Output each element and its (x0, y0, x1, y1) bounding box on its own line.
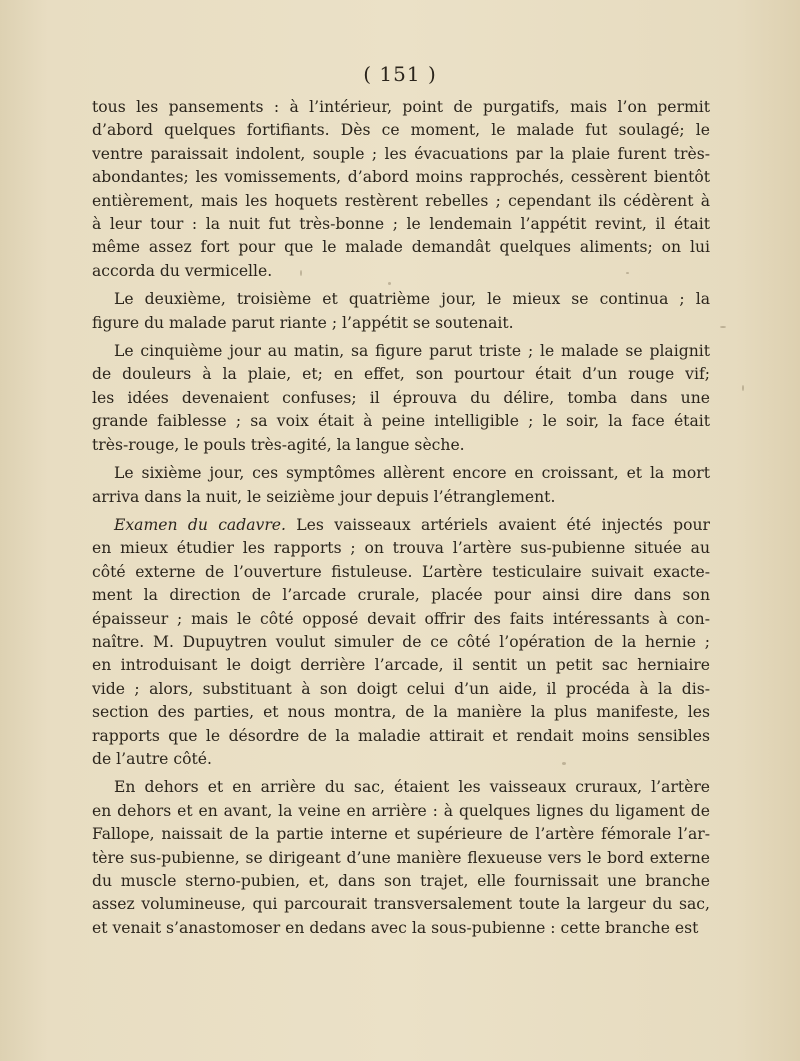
text-line (92, 514, 710, 537)
text-line: naître. M. Dupuytren voulut simuler de ce côté l’opération de la hernie ; (92, 632, 710, 651)
paper-speck (300, 270, 302, 276)
text-line: de douleurs à la plaie, et; en effet, son pourtour était d’un rouge vif; (92, 365, 710, 384)
text-line: section des parties, et nous montra, de la manière la plus manifeste, les (92, 703, 710, 722)
text-line: en introduisant le doigt derrière l’arcade, il sentit un petit sac herniaire (92, 656, 710, 675)
body-text (92, 96, 710, 945)
text-line: En dehors et en arrière du sac, étaient les vaisseaux cruraux, l’artère (114, 778, 710, 797)
text-line: tous les pansements : à l’intérieur, point de purgatifs, mais l’on permit (92, 98, 710, 116)
text-line: arriva dans la nuit, le seizième jour depuis l’étranglement. (92, 487, 556, 506)
paragraph-p2 (92, 288, 710, 335)
text-line: en mieux étudier les rapports ; on trouva l’artère sus-pubienne située au (92, 539, 710, 558)
paper-speck (742, 385, 744, 391)
text-line: ventre paraissait indolent, souple ; les évacuations par la plaie furent très- (92, 144, 710, 163)
text-line: ment la direction de l’arcade crurale, placée pour ainsi dire dans son (92, 586, 710, 605)
text-line: grande faiblesse ; sa voix était à peine intelligible ; le soir, la face était (92, 412, 710, 431)
paragraph-p1 (92, 96, 710, 283)
text-line: accorda du vermicelle. (92, 261, 273, 280)
paragraph-p5 (92, 514, 710, 771)
paper-speck (562, 762, 566, 765)
text-line: épaisseur ; mais le côté opposé devait offrir des faits intéressants à con- (92, 609, 710, 628)
paper-speck (626, 272, 629, 274)
text-line: de l’autre côté. (92, 749, 212, 768)
text-line: côté externe de l’ouverture fistuleuse. L’artère testiculaire suivait exacte- (92, 562, 710, 581)
paper-speck (388, 282, 391, 285)
text-line: du muscle sterno-pubien, et, dans son trajet, elle fournissait une branche (92, 872, 710, 890)
text-line: et venait s’anastomoser en dedans avec la sous-pubienne : cette branche est (92, 918, 699, 937)
text-line: d’abord quelques fortifiants. Dès ce moment, le malade fut soulagé; le (92, 121, 710, 140)
paragraph-p3 (92, 340, 710, 457)
text-line: Le sixième jour, ces symptômes allèrent encore en croissant, et la mort (114, 464, 710, 483)
page-number: ( 151 ) (363, 62, 437, 86)
text-line: rapports que le désordre de la maladie attirait et rendait moins sensibles (92, 726, 710, 745)
text-line: entièrement, mais les hoquets restèrent rebelles ; cependant ils cédèrent à (92, 191, 710, 210)
text-line: Le cinquième jour au matin, sa figure parut triste ; le malade se plaignit (114, 342, 710, 361)
paper-speck (720, 326, 726, 328)
line-text: Les vaisseaux artériels avaient été injectés pour (285, 515, 710, 534)
italic-lead: Examen du cadavre. (114, 515, 286, 534)
text-line: Fallope, naissait de la partie interne et supérieure de l’artère fémorale l’ar- (92, 825, 710, 844)
text-line: tère sus-pubienne, se dirigeant d’une manière flexueuse vers le bord externe (92, 848, 710, 867)
text-line: abondantes; les vomissements, d’abord moins rapprochés, cessèrent bientôt (92, 168, 710, 187)
text-line: figure du malade parut riante ; l’appétit se soutenait. (92, 313, 514, 332)
text-line: vide ; alors, substituant à son doigt celui d’un aide, il procéda à la dis- (92, 679, 710, 698)
paragraph-p4 (92, 462, 710, 509)
text-line: en dehors et en avant, la veine en arrière : à quelques lignes du ligament de (92, 801, 710, 820)
text-line: très-rouge, le pouls très-agité, la langue sèche. (92, 435, 465, 454)
text-line: à leur tour : la nuit fut très-bonne ; le lendemain l’appétit revint, il était (92, 215, 710, 234)
text-line: les idées devenaient confuses; il éprouva du délire, tomba dans une (92, 388, 710, 407)
text-line: Le deuxième, troisième et quatrième jour, le mieux se continua ; la (114, 290, 710, 309)
paragraph-p6 (92, 776, 710, 940)
text-line: même assez fort pour que le malade demandât quelques aliments; on lui (92, 238, 710, 257)
text-line: assez volumineuse, qui parcourait transversalement toute la largeur du sac, (92, 895, 710, 914)
